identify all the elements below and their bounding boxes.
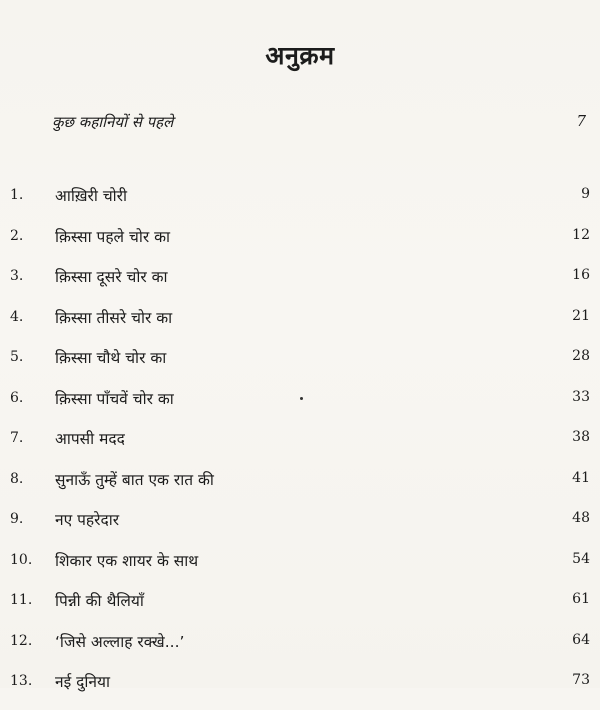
entry-page-number: 12 (572, 226, 590, 243)
entry-number: 13. (10, 673, 33, 689)
entry-page-number: 61 (572, 591, 590, 607)
entry-number: 1. (10, 187, 24, 203)
entry-number: 2. (10, 227, 24, 244)
entry-title: नई दुनिया (55, 673, 110, 691)
toc-entry (0, 507, 600, 548)
page-title: अनुक्रम (265, 41, 335, 70)
entry-title: आख़िरी चोरी (55, 187, 128, 205)
entry-page-number: 28 (572, 348, 590, 364)
entry-number: 10. (10, 551, 33, 568)
entry-page-number: 54 (572, 550, 590, 567)
entry-number: 12. (10, 632, 33, 649)
entry-page-number: 21 (572, 307, 590, 324)
entry-title: क़िस्सा तीसरे चोर का (55, 308, 173, 327)
entry-page-number: 41 (572, 469, 590, 486)
entry-page-number: 38 (572, 429, 590, 445)
entry-title: सुनाऊँ तुम्हें बात एक रात की (55, 470, 214, 489)
entry-page-number: 48 (572, 510, 590, 526)
entry-title: क़िस्सा पहले चोर का (55, 227, 171, 246)
entry-title: पिन्नी की थैलियाँ (55, 592, 144, 610)
entry-title: आपसी मदद (55, 430, 125, 448)
entry-title: ‘जिसे अल्लाह रक्खे...’ (55, 632, 185, 651)
entry-number: 11. (10, 592, 33, 608)
entry-number: 5. (10, 349, 24, 365)
entry-title: क़िस्सा पाँचवें चोर का (55, 389, 174, 408)
toc-entry (0, 426, 600, 467)
table-of-contents (0, 183, 600, 710)
toc-entry (0, 588, 600, 629)
intro-title: कुछ कहानियों से पहले (52, 113, 174, 131)
toc-entry (0, 345, 600, 386)
toc-intro-entry (52, 112, 592, 136)
toc-entry (0, 629, 600, 670)
ink-speck (300, 397, 303, 400)
toc-entry (0, 548, 600, 589)
entry-number: 6. (10, 389, 24, 406)
toc-entry (0, 386, 600, 427)
entry-number: 7. (10, 430, 24, 446)
toc-entry (0, 183, 600, 224)
entry-page-number: 64 (572, 631, 590, 648)
entry-title: नए पहरेदार (55, 511, 120, 529)
toc-entry (0, 224, 600, 265)
toc-entry (0, 264, 600, 305)
entry-number: 4. (10, 308, 24, 325)
entry-page-number: 33 (572, 388, 590, 405)
entry-title: क़िस्सा चौथे चोर का (55, 349, 167, 367)
entry-number: 3. (10, 268, 24, 284)
toc-entry (0, 305, 600, 346)
toc-entry (0, 467, 600, 508)
entry-title: क़िस्सा दूसरे चोर का (55, 268, 168, 286)
entry-number: 8. (10, 470, 24, 487)
entry-page-number: 9 (581, 186, 590, 202)
entry-page-number: 16 (572, 267, 590, 283)
entry-page-number: 73 (572, 672, 590, 688)
intro-page-number: 7 (576, 112, 586, 130)
toc-entry (0, 669, 600, 710)
entry-number: 9. (10, 511, 24, 527)
entry-title: शिकार एक शायर के साथ (55, 551, 199, 570)
